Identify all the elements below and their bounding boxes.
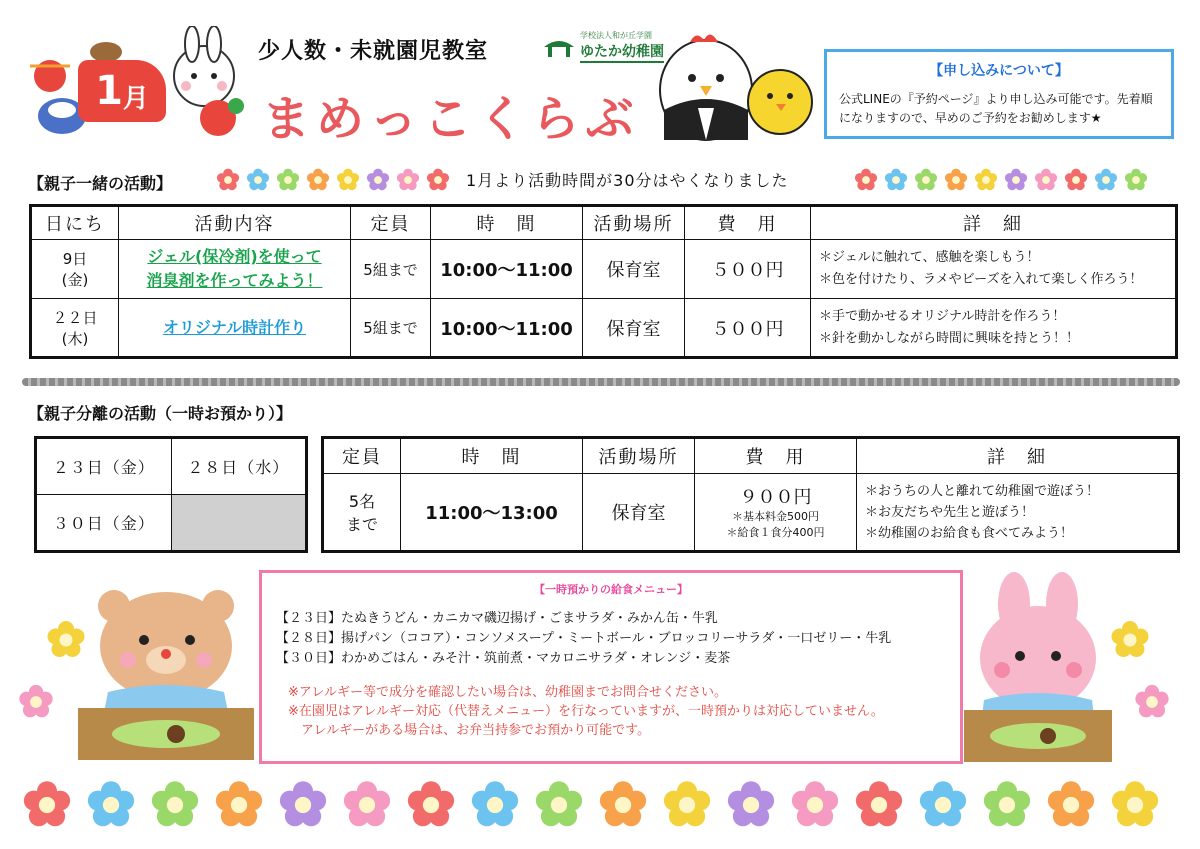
flower-icon — [366, 168, 390, 192]
flower-icon — [406, 780, 456, 830]
time-cell: 11:00～13:00 — [401, 474, 583, 552]
flower-row-bottom — [22, 780, 1160, 830]
table-row — [31, 240, 1177, 299]
application-text: 公式LINEの『予約ページ』より申し込み可能です。先着順になりますので、早めのご予約をお勧めします★ — [839, 92, 1153, 125]
allergy-note: アレルギーがある場合は、お弁当持参でお預かり可能です。 — [288, 723, 651, 738]
menu-line: 【３０日】わかめごはん・みそ汁・筑前煮・マカロニサラダ・オレンジ・麦茶 — [276, 651, 731, 666]
time-cell: 10:00～11:00 — [431, 240, 583, 299]
flower-icon — [150, 780, 200, 830]
flower-icon — [216, 168, 240, 192]
flower-icon — [884, 168, 908, 192]
section2-heading: 【親子分離の活動（一時お預かり）】 — [28, 404, 293, 423]
column-header: 活動場所 — [583, 206, 685, 240]
time-cell: 10:00～11:00 — [431, 299, 583, 358]
date-cell: 9日 (金) — [31, 240, 119, 299]
chickens-icon — [640, 28, 816, 144]
menu-line: 【２３日】たぬきうどん・カニカマ磯辺揚げ・ごまサラダ・みかん缶・牛乳 — [276, 611, 718, 626]
flower-icon — [276, 168, 300, 192]
fee-note: ＊基本料金500円 — [732, 510, 819, 523]
allergy-note: ※アレルギー等で成分を確認したい場合は、幼稚園までお問合せください。 — [288, 685, 728, 700]
flower-icon — [306, 168, 330, 192]
flower-icon — [918, 780, 968, 830]
page-subtitle: 少人数・未就園児教室 — [258, 39, 489, 64]
capacity-cell: 5組まで — [351, 299, 431, 358]
fee-cell — [695, 474, 857, 552]
flower-icon — [426, 168, 450, 192]
menu-line: 【２８日】揚げパン（ココア）・コンソメスープ・ミートボール・ブロッコリーサラダ・一口ゼリー・牛乳 — [276, 631, 892, 646]
flower-icon — [854, 780, 904, 830]
column-header: 費 用 — [685, 206, 811, 240]
flower-icon — [1004, 168, 1028, 192]
fee-note: ＊給食１食分400円 — [726, 526, 825, 539]
flower-icon — [534, 780, 584, 830]
flower-icon — [1064, 168, 1088, 192]
menu-heading: 【一時預かりの給食メニュー】 — [534, 583, 688, 596]
separation-dates-table — [34, 436, 308, 553]
flower-icon — [46, 620, 86, 660]
school-logo-icon — [542, 35, 576, 59]
time-change-notice: 1月より活動時間が30分はやくなりました — [466, 171, 789, 190]
table-header-row — [323, 438, 1179, 474]
flower-icon — [1124, 168, 1148, 192]
flower-icon — [914, 168, 938, 192]
flower-icon — [854, 168, 878, 192]
column-header: 活動場所 — [583, 438, 695, 474]
flower-row-top-right — [854, 168, 1148, 192]
flower-icon — [278, 780, 328, 830]
school-name: ゆたか幼稚園 — [580, 41, 664, 63]
date-cell: ２２日 (木) — [31, 299, 119, 358]
bear-eating-icon — [78, 582, 254, 768]
column-header: 詳 細 — [857, 438, 1179, 474]
flower-icon — [1034, 168, 1058, 192]
flower-icon — [598, 780, 648, 830]
date-cell: ２３日（金） — [36, 438, 172, 495]
detail-cell: ＊おうちの人と離れて幼稚園で遊ぼう！ ＊お友だちや先生と遊ぼう！ ＊幼稚園のお給食も食べてみよう！ — [857, 474, 1179, 552]
flower-row-top-left — [216, 168, 450, 192]
column-header: 日にち — [31, 206, 119, 240]
bunny-eating-icon — [964, 570, 1112, 766]
page-title: まめっこくらぶ — [262, 91, 640, 147]
column-header: 定員 — [351, 206, 431, 240]
flower-icon — [662, 780, 712, 830]
lunch-menu-box — [259, 570, 963, 764]
table-row — [31, 299, 1177, 358]
column-header: 費 用 — [695, 438, 857, 474]
table-row — [323, 474, 1179, 552]
allergy-note: ※在園児はアレルギー対応（代替えメニュー）を行なっていますが、一時預かりは対応していません。 — [288, 704, 884, 719]
empty-date-cell — [171, 495, 307, 552]
flower-icon — [974, 168, 998, 192]
activity-link[interactable]: ジェル(保冷剤)を使って 消臭剤を作ってみよう！ — [119, 240, 351, 299]
flower-icon — [214, 780, 264, 830]
column-header: 時 間 — [431, 206, 583, 240]
flower-icon — [1110, 780, 1160, 830]
flower-icon — [1110, 620, 1150, 660]
date-cell: ２８日（水） — [171, 438, 307, 495]
application-info-box — [824, 49, 1174, 139]
flower-icon — [18, 684, 54, 720]
column-header: 定員 — [323, 438, 401, 474]
column-header: 時 間 — [401, 438, 583, 474]
flower-icon — [396, 168, 420, 192]
flower-icon — [22, 780, 72, 830]
place-cell: 保育室 — [583, 474, 695, 552]
date-cell: ３０日（金） — [36, 495, 172, 552]
place-cell: 保育室 — [583, 240, 685, 299]
section-divider — [22, 378, 1180, 386]
month-badge — [78, 60, 166, 122]
fee-cell: ５００円 — [685, 240, 811, 299]
fee-total: ９００円 — [739, 487, 812, 508]
flower-icon — [726, 780, 776, 830]
separation-activity-table — [321, 436, 1180, 553]
section1-heading: 【親子一緒の活動】 — [28, 174, 173, 193]
flower-icon — [86, 780, 136, 830]
column-header: 活動内容 — [119, 206, 351, 240]
detail-cell: ＊ジェルに触れて、感触を楽しもう！ ＊色を付けたり、ラメやビーズを入れて楽しく作ろう！ — [811, 240, 1177, 299]
flower-icon — [1046, 780, 1096, 830]
school-tagline: 学校法人和が丘学園 — [580, 31, 652, 40]
flower-icon — [1134, 684, 1170, 720]
activity-link[interactable]: オリジナル時計作り — [119, 299, 351, 358]
flower-icon — [342, 780, 392, 830]
flower-icon — [982, 780, 1032, 830]
fee-cell: ５００円 — [685, 299, 811, 358]
flower-icon — [470, 780, 520, 830]
capacity-cell: 5組まで — [351, 240, 431, 299]
month-number: 1 — [95, 68, 123, 114]
application-heading: 【申し込みについて】 — [929, 63, 1069, 79]
column-header: 詳 細 — [811, 206, 1177, 240]
flower-icon — [790, 780, 840, 830]
month-suffix: 月 — [122, 83, 149, 114]
capacity-cell: 5名 まで — [323, 474, 401, 552]
flower-icon — [336, 168, 360, 192]
flower-icon — [944, 168, 968, 192]
together-activity-table — [29, 204, 1178, 359]
flower-icon — [1094, 168, 1118, 192]
table-header-row — [31, 206, 1177, 240]
flower-icon — [246, 168, 270, 192]
place-cell: 保育室 — [583, 299, 685, 358]
detail-cell: ＊手で動かせるオリジナル時計を作ろう！ ＊針を動かしながら時間に興味を持とう！！ — [811, 299, 1177, 358]
